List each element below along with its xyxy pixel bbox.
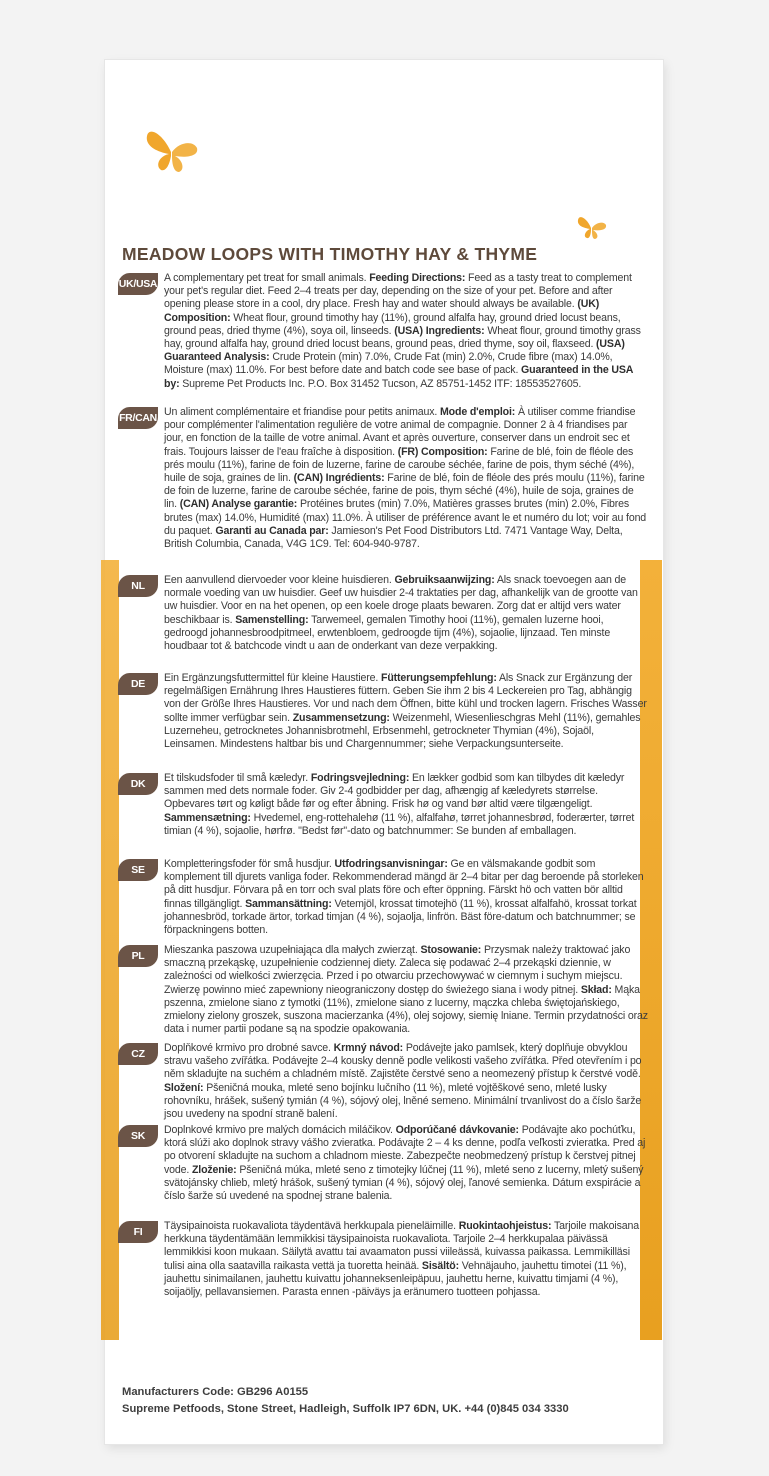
section-body-text: Jamieson's Pet Food Distributors Ltd. 7471 Vantage Way, Delta, British Columbia, Canada, V4G 1C9. Tel: 604-940-9787. bbox=[164, 524, 623, 551]
orange-grass-band-left bbox=[101, 560, 119, 1340]
language-badge: PL bbox=[118, 945, 158, 967]
section-heading-bold: Skład: bbox=[580, 983, 612, 996]
butterfly-icon bbox=[575, 210, 609, 242]
section-body-text: Et tilskudsfoder til små kæledyr. bbox=[164, 772, 311, 784]
section-body-text: Pšeničná mouka, mleté seno bojínku lučního (11 %), mleté vojtěškové seno, mleté lusky rohovníku, hrášek, sušený tymián (4 %), sójový olej, lněné semeno. Minimální trvanlivost do a číslo šarže jsou uvedeny na spodní straně balení. bbox=[164, 1081, 642, 1121]
section-fr-can bbox=[118, 406, 648, 551]
section-heading-bold: Fütterungsempfehlung: bbox=[381, 672, 497, 684]
section-heading-bold: Sammensætning: bbox=[164, 811, 251, 824]
section-uk-usa bbox=[118, 272, 648, 391]
language-badge: FI bbox=[118, 1221, 158, 1243]
section-body-text: Podávejte jako pamlsek, který doplňuje obvyklou stravu vašeho zvířátka. Podávejte 2–4 kousky denně podle velikosti vašeho zvířátka. Před otevřením i po něm skladujte na suchém a chladném místě. Zajistěte čerstvé seno a neomezený přístup k čerstvé vodě. bbox=[164, 1042, 642, 1081]
section-text bbox=[164, 772, 648, 838]
language-badge: DE bbox=[118, 673, 158, 695]
section-sk bbox=[118, 1124, 648, 1203]
section-body-text: Ge en välsmakande godbit som komplement till djurets vanliga foder. Rekommenderad mängd är 2–4 bitar per dag beroende på storleken på ditt husdjur. Förvara på en torr och sval plats före och efter öppning. Färskt hö och vatten bör alltid finnas tillgängligt. bbox=[164, 858, 644, 910]
section-body-text: Doplňkové krmivo pro drobné savce. bbox=[164, 1042, 334, 1054]
section-nl bbox=[118, 574, 648, 653]
section-body-text: Supreme Pet Products Inc. P.O. Box 31452 Tucson, AZ 85751-1452 ITF: 18553527605. bbox=[179, 377, 582, 390]
language-badge: SK bbox=[118, 1125, 158, 1147]
section-heading-bold: Feeding Directions: bbox=[369, 272, 466, 284]
section-body-text: Mąka pszenna, zmielone siano z tymotki (11%), zmielone siano z lucerny, mączka chleba świętojańskiego, zmielony zielony groszek, suszona macierzanka (4%), olej sojowy, siemię lniane. Termin przydatności oraz data i numer partii podane są na spodzie opakowania. bbox=[164, 983, 648, 1036]
manufacturer-code: Manufacturers Code: GB296 A0155 bbox=[122, 1386, 309, 1398]
section-body-text: Vetemjöl, krossat timotejhö (11 %), krossat alfalfahö, krossat torkat johannesbröd, torkade ärtor, torkad timjan (4 %), sojaolja, linfrön. Bäst före-datum och batchnummer; se förpackningens botten. bbox=[164, 897, 637, 937]
product-title: MEADOW LOOPS WITH TIMOTHY HAY & THYME bbox=[122, 244, 538, 264]
section-text bbox=[164, 944, 648, 1036]
section-body-text: Un aliment complémentaire et friandise pour petits animaux. bbox=[164, 406, 440, 418]
section-heading-bold: Samenstelling: bbox=[235, 613, 309, 626]
section-body-text: Vehnäjauho, jauhettu timotei (11 %), jauhettu sinimailanen, jauhettu kuivattu johanneksenleipäpuu, jauhettu herne, kuivattu timjami (4 %), soijaöljy, pellavansiemen. Parasta ennen -päiväys ja eränumero tuotteen pohjassa. bbox=[164, 1259, 627, 1299]
section-heading-bold: Ruokintaohjeistus: bbox=[458, 1220, 552, 1232]
section-text bbox=[164, 858, 648, 937]
section-heading-bold: Sammansättning: bbox=[245, 897, 332, 910]
section-text bbox=[164, 574, 648, 653]
section-fi bbox=[118, 1220, 648, 1299]
section-body-text: A complementary pet treat for small animals. bbox=[164, 272, 370, 284]
section-body-text: Farine de blé, foin de fléole des prés moulu (11%), farine de foin de luzerne, farine de caroube séchée, farine de pois, thym séché (4%), huile de soja, graines de lin. bbox=[164, 472, 645, 511]
section-heading-bold: Krmný návod: bbox=[333, 1042, 404, 1054]
section-body-text: Crude Protein (min) 7.0%, Crude Fat (min) 2.0%, Crude fibre (max) 14.0%, Moisture (max) 11.0%. For best before date and batch code see base of pack. bbox=[164, 351, 613, 377]
section-body-text: Tarjoile makoisana herkkuna täydentämään lemmikkisi täysipainoista ruokavaliota. Tarjoile 2–4 herkkupalaa päivässä lemmikkisi koon mukaan. Säilytä avattu tai avaamaton pussi viileässä, kuivassa paikassa. Lemmikilläsi tulisi aina olla saatavilla raikasta vettä ja tuoretta heinää. bbox=[164, 1220, 639, 1272]
section-body-text: Kompletteringsfoder för små husdjur. bbox=[164, 858, 335, 870]
section-heading-bold: Odporúčané dávkovanie: bbox=[395, 1124, 519, 1136]
section-heading-bold: (CAN) Ingrédients: bbox=[293, 472, 385, 485]
section-body-text: Hvedemel, eng-rottehalehø (11 %), alfalfahø, tørret johannesbrød, foderærter, tørret timian (4 %), sojaolie, hørfrø. "Bedst før"-dato og batchnummer: Se bunden af emballagen. bbox=[164, 811, 635, 837]
section-body-text: Wheat flour, ground timothy grass hay, ground alfalfa hay, ground dried locust beans, ground peas, dried thyme, soy oil, flaxseed. bbox=[164, 324, 641, 351]
section-pl bbox=[118, 944, 648, 1036]
language-badge: UK/USA bbox=[118, 273, 158, 295]
language-badge: SE bbox=[118, 859, 158, 881]
language-badge: CZ bbox=[118, 1043, 158, 1065]
section-body-text: Täysipainoista ruokavaliota täydentävä herkkupala pieneläimille. bbox=[164, 1220, 459, 1232]
section-heading-bold: (FR) Composition: bbox=[397, 445, 488, 458]
language-badge: FR/CAN bbox=[118, 407, 158, 429]
language-badge: DK bbox=[118, 773, 158, 795]
language-badge: NL bbox=[118, 575, 158, 597]
section-text bbox=[164, 272, 648, 391]
section-heading-bold: Garanti au Canada par: bbox=[215, 524, 329, 537]
section-heading-bold: Zusammensetzung: bbox=[292, 711, 390, 724]
section-heading-bold: Mode d'emploi: bbox=[440, 406, 516, 418]
section-cz bbox=[118, 1042, 648, 1121]
section-body-text: Als snack toevoegen aan de normale voeding van uw huisdier. Geef uw huisdier 2-4 traktaties per dag, afhankelijk van de grootte van uw huisdier. Voor en na het openen, op een koele droge plaats bewaren. Zorg dat er altijd vers water beschikbaar is. bbox=[164, 574, 638, 626]
section-body-text: Weizenmehl, Wiesenlieschgras Mehl (11%), gemahles Luzerneheu, getrocknetes Johannisbrotmehl, Erbsenmehl, getrockneter Thymian (4%), Sojaöl, Leinsamen. Mindestens haltbar bis und Chargennummer; siehe Verpackungsunterseite. bbox=[164, 711, 641, 751]
section-heading-bold: (UK) Composition: bbox=[164, 298, 600, 324]
section-heading-bold: Zloženie: bbox=[191, 1163, 237, 1176]
manufacturer-footer bbox=[122, 1384, 642, 1418]
section-heading-bold: (USA) Ingredients: bbox=[394, 324, 485, 337]
section-body-text: En lækker godbid som kan tilbydes dit kæledyr sammen med dets normale foder. Giv 2-4 godbidder per dag, afhængig af kæledyrets størrelse. Opbevares tørt og køligt både før og efter åbning. Frisk hø og vand bør altid være tilgængeligt. bbox=[164, 772, 625, 811]
section-heading-bold: Fodringsvejledning: bbox=[310, 772, 410, 784]
manufacturer-address: Supreme Petfoods, Stone Street, Hadleigh, Suffolk IP7 6DN, UK. +44 (0)845 034 3330 bbox=[122, 1403, 569, 1415]
section-body-text: Przysmak należy traktować jako smaczną przekąskę, uzupełnienie codziennej diety. Zaleca się podawać 2–4 przekąski dziennie, w zależności od wielkości zwierzęcia. Przed i po otwarciu przechowywać w ciemnym i suchym miejscu. Zwierzę powinno mieć zapewniony nieograniczony dostęp do świeżego siana i wody pitnej. bbox=[164, 944, 631, 996]
section-de bbox=[118, 672, 648, 751]
section-text bbox=[164, 1042, 648, 1121]
section-body-text: Protéines brutes (min) 7.0%, Matières grasses brutes (min) 2.0%, Fibres brutes (max) 14.0%, Humidité (max) 11.0%. À utiliser de préférence avant le et numéro du lot; voir au fond du paquet. bbox=[164, 498, 647, 537]
section-se bbox=[118, 858, 648, 937]
section-heading-bold: Guaranteed in the USA by: bbox=[164, 364, 633, 390]
section-body-text: Tarwemeel, gemalen Timothy hooi (11%), gemalen luzerne hooi, gedroogd johannesbroodpitmeel, erwtenbloem, gedroogde tijm (4%), sojaolie, lijnzaad. Ten minste houdbaar tot & batchcode vindt u aan de onderkant van deze verpakking. bbox=[164, 613, 611, 653]
section-heading-bold: (USA) Guaranteed Analysis: bbox=[164, 338, 625, 364]
section-heading-bold: Utfodringsanvisningar: bbox=[334, 858, 448, 870]
butterfly-icon bbox=[143, 122, 201, 174]
section-body-text: Ein Ergänzungsfuttermittel für kleine Haustiere. bbox=[164, 672, 381, 684]
section-text bbox=[164, 672, 648, 751]
section-body-text: Wheat flour, ground timothy hay (11%), ground alfalfa hay, ground dried locust beans, ground peas, dried thyme (4%), soya oil, linseeds. bbox=[164, 311, 621, 337]
section-body-text: Als Snack zur Ergänzung der regelmäßigen Ernährung Ihres Haustieres füttern. Geben Sie ihm 2 bis 4 Leckereien pro Tag, abhängig von der Größe Ihres Haustieres. Vor und nach dem Öffnen, bitte kühl und trocken lagern. Frisches Wasser sollte immer verfügbar sein. bbox=[164, 672, 647, 724]
section-body-text: Doplnkové krmivo pre malých domácich miláčikov. bbox=[164, 1124, 396, 1136]
section-body-text: Farine de blé, foin de fléole des prés moulu (11%), farine de foin de luzerne, farine de caroube séchée, farine de pois, thym séché (4%), huile de soja, graines de lin. bbox=[164, 445, 635, 485]
section-heading-bold: Sisältö: bbox=[421, 1259, 459, 1272]
section-body-text: Pšeničná múka, mleté seno z timotejky lúčnej (11 %), mleté seno z lucerny, mletý sušený svätojánsky chlieb, mletý hrášok, sušený tymian (4 %), sójový olej, ľanové semienka. Dátum exspirácie a číslo šarže sú uvedené na spodnej strane balenia. bbox=[164, 1163, 644, 1203]
section-body-text: À utiliser comme friandise pour complémenter l'alimentation regulière de votre animal de compagnie. Donner 2 à 4 friandises par jour, en fonction de la taille de votre animal. Avant et après ouverture, conserver dans un endroit sec et frais. Toujours laisser de l'eau fraîche à disposition. bbox=[164, 406, 636, 458]
section-text bbox=[164, 406, 648, 551]
section-heading-bold: Gebruiksaanwijzing: bbox=[394, 574, 495, 586]
section-body-text: Een aanvullend diervoeder voor kleine huisdieren. bbox=[164, 574, 395, 586]
section-body-text: Mieszanka paszowa uzupełniająca dla małych zwierząt. bbox=[164, 944, 421, 956]
section-heading-bold: (CAN) Analyse garantie: bbox=[179, 498, 298, 511]
section-body-text: Podávajte ako pochúťku, ktorá slúži ako doplnok stravy vášho zvieratka. Podávajte 2 – 4 ks denne, podľa veľkosti zvieratka. Pred aj po otvorení skladujte na suchom a chladnom mieste. Zabezpečte neobmedzený prístup k čerstvej pitnej vode. bbox=[164, 1124, 646, 1176]
section-text bbox=[164, 1220, 648, 1299]
section-heading-bold: Stosowanie: bbox=[420, 944, 482, 956]
section-body-text: Feed as a tasty treat to complement your pet's regular diet. Feed 2–4 treats per day, depending on the size of your pet. Before and after opening please store in a cool, dry place. Fresh hay and water should always be available. bbox=[164, 272, 632, 311]
section-text bbox=[164, 1124, 648, 1203]
section-heading-bold: Složení: bbox=[164, 1081, 204, 1094]
section-dk bbox=[118, 772, 648, 838]
